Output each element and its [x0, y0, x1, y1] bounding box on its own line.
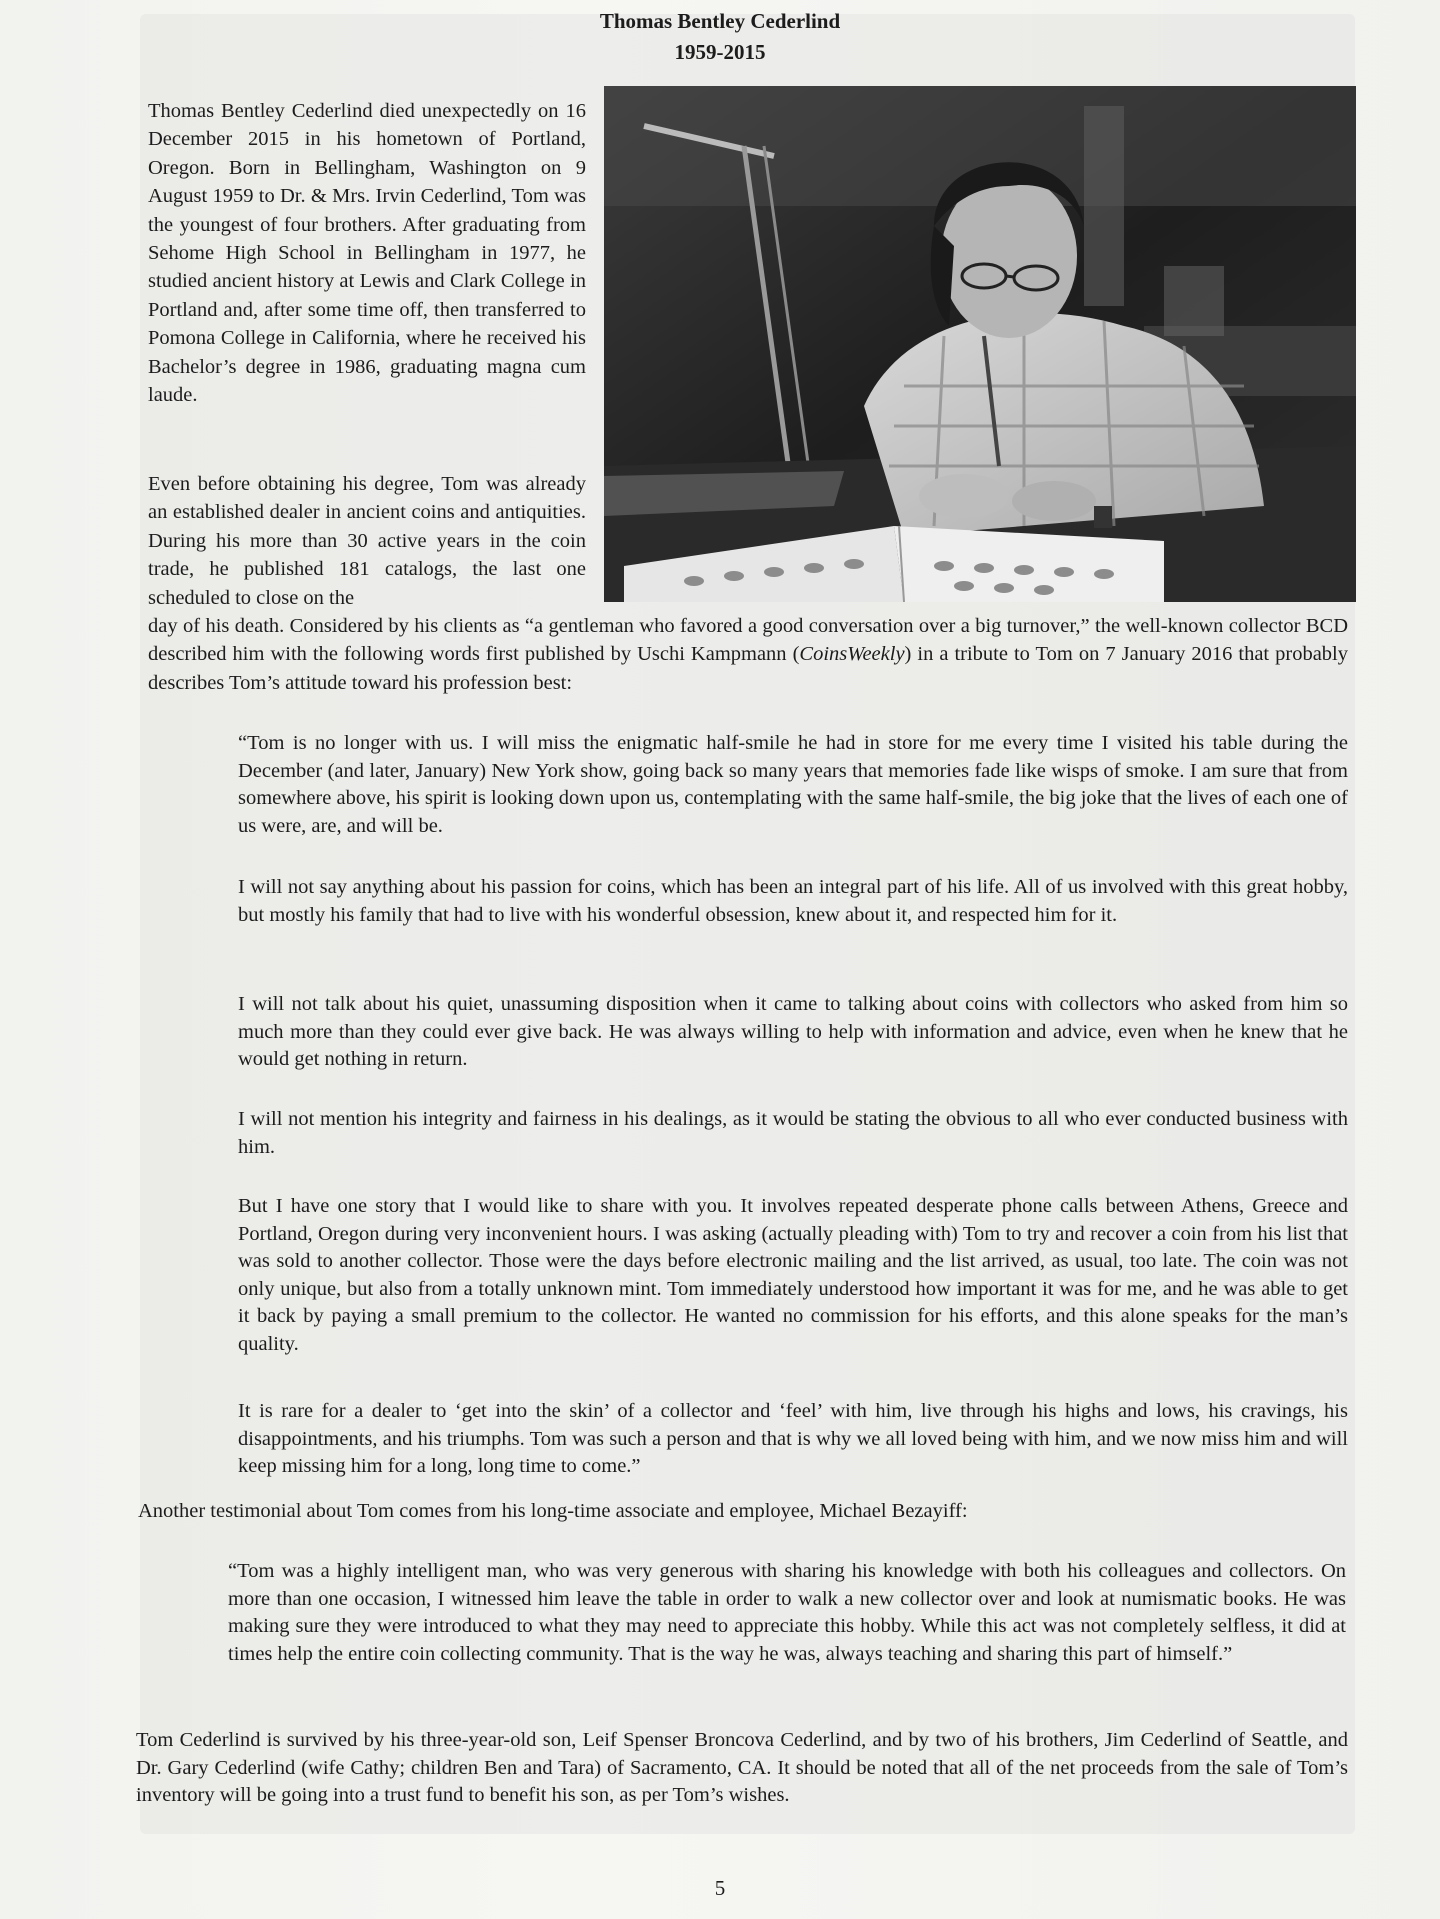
- continuation-text-before: day of his death. Considered by his clients as “a gentleman who favored a good conversation over a big turnover,” the well-known collector BCD described him with the following words first published by Uschi Kampmann (: [148, 615, 1348, 666]
- bcd-quote-paragraph: I will not mention his integrity and fairness in his dealings, as it would be stating the obvious to all who ever conducted business with him.: [238, 1108, 1348, 1158]
- portrait-photo: [604, 86, 1356, 602]
- bezayiff-quote: “Tom was a highly intelligent man, who was very generous with sharing his knowledge with both his colleagues and collectors. On more than one occasion, I witnessed him leave the table in order to walk a new collector over and look at numismatic books. He was making sure they were introduced to what they may need to appreciate this hobby. While this act was not completely selfless, it did at times help the entire coin collecting community. That is the way he was, always teaching and sharing this part of himself.”: [228, 1560, 1346, 1665]
- bcd-quote-paragraph: It is rare for a dealer to ‘get into the skin’ of a collector and ‘feel’ with him, live through his highs and lows, his cravings, his disappointments, and his triumphs. Tom was such a person and that is why we all loved being with him, and we now miss him and will keep missing him for a long, long time to come.”: [238, 1400, 1348, 1477]
- continuation-text-after: ) in a tribute to Tom on 7 January 2016 that probably describes Tom’s attitude toward his profession best:: [148, 643, 1349, 694]
- bezayiff-intro: Another testimonial about Tom comes from his long-time associate and employee, Michael Bezayiff:: [138, 1500, 968, 1522]
- bcd-quote-paragraph: “Tom is no longer with us. I will miss the enigmatic half-smile he had in store for me every time I visited his table during the December (and later, January) New York show, going back so many years that memories fade like wisps of smoke. I am sure that from somewhere above, his spirit is looking down upon us, contemplating with the same half-smile, the big joke that the lives of each one of us were, are, and will be.: [238, 732, 1348, 837]
- continuation-paragraph: [148, 612, 1348, 697]
- publication-name: CoinsWeekly: [799, 643, 905, 666]
- life-dates: 1959-2015: [674, 40, 766, 64]
- bcd-quote-paragraph: But I have one story that I would like to share with you. It involves repeated desperate phone calls between Athens, Greece and Portland, Oregon during very inconvenient hours. I was asking (actually pleading with) Tom to try and recover a coin from his list that was sold to another collector. Those were the days before electronic mailing and the list arrived, as usual, too late. The coin was not only unique, but also from a totally unknown mint. Tom immediately understood how important it was for me, and he was able to get it back by paying a small premium to the collector. He wanted no commission for his efforts, and this alone speaks for the man’s quality.: [238, 1195, 1348, 1355]
- photo-of-man-examining-coins-icon: [604, 86, 1356, 602]
- intro-paragraph-1: Thomas Bentley Cederlind died unexpectedly on 16 December 2015 in his hometown of Portland, Oregon. Born in Bellingham, Washington on 9 August 1959 to Dr. & Mrs. Irvin Cederlind, Tom was the youngest of four brothers. After graduating from Sehome High School in Bellingham in 1977, he studied ancient history at Lewis and Clark College in Portland and, after some time off, then transferred to Pomona College in California, where he received his Bachelor’s degree in 1986, graduating magna cum laude.: [148, 100, 586, 407]
- closing-paragraph: Tom Cederlind is survived by his three-year-old son, Leif Spenser Broncova Cederlind, and by two of his brothers, Jim Cederlind of Seattle, and Dr. Gary Cederlind (wife Cathy; children Ben and Tara) of Sacramento, CA. It should be noted that all of the net proceeds from the sale of Tom’s inventory will be going into a trust fund to benefit his son, as per Tom’s wishes.: [136, 1729, 1348, 1806]
- page-title: Thomas Bentley Cederlind: [599, 9, 841, 33]
- bcd-quote-paragraph: I will not say anything about his passion for coins, which has been an integral part of his life. All of us involved with this great hobby, but mostly his family that had to live with his wonderful obsession, knew about it, and respected him for it.: [238, 876, 1348, 926]
- intro-paragraph-2: Even before obtaining his degree, Tom was already an established dealer in ancient coins and antiquities. During his more than 30 active years in the coin trade, he published 181 catalogs, the last one scheduled to close on the: [148, 473, 586, 609]
- bcd-quote-paragraph: I will not talk about his quiet, unassuming disposition when it came to talking about coins with collectors who asked from him so much more than they could ever give back. He was always willing to help with information and advice, even when he knew that he would get nothing in return.: [238, 993, 1348, 1070]
- page-number: 5: [714, 1876, 726, 1900]
